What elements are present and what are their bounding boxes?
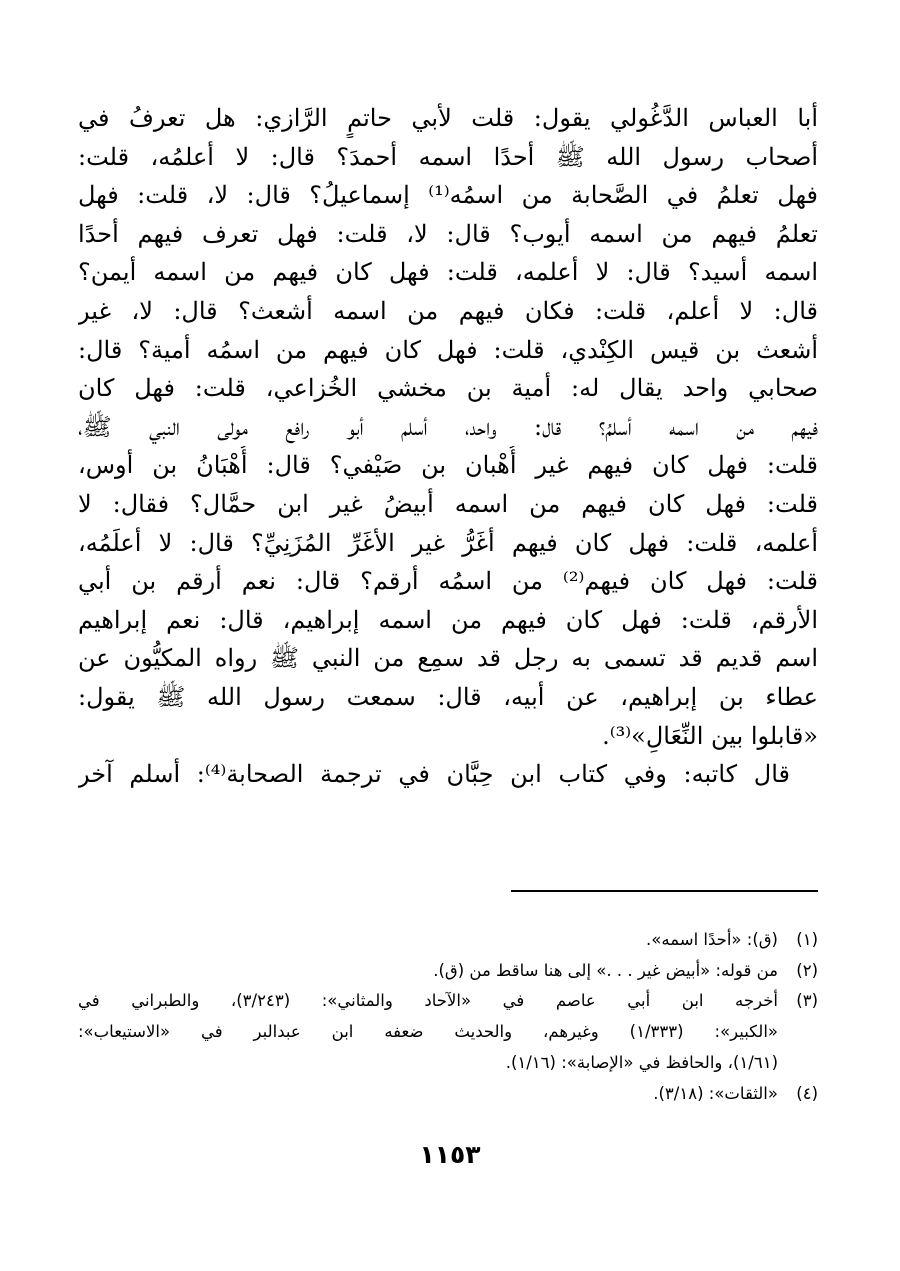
footnote [78, 956, 818, 987]
footnote-text [78, 1079, 778, 1110]
text-line: أعلمه، قلت: فهل كان فيهم أغَرُّ غير الأغَرِّ المُزَنِيِّ؟ قال: لا أعلَمُه، [78, 528, 818, 557]
text-line: قلت: فهل كان فيهم من اسمه أبيضُ غير ابن حمَّال؟ فقال: لا [78, 489, 818, 518]
footnote-line: «الكبير»: (١/٣٣٣) وغيرهم، والحديث ضعفه ابن عبدالبر في «الاستيعاب»: [78, 1022, 778, 1042]
text-line: قال: لا أعلم، قلت: فكان فيهم من اسمه أشعث؟ قال: لا، غير [78, 296, 818, 325]
main-text [78, 99, 818, 794]
text-line: فيهم من اسمه أسلمُ؟ قال: واحد، أسلم أبو رافع مولى النبي ﷺ، [78, 412, 818, 441]
footnote [78, 1079, 818, 1110]
text-line: عطاء بن إبراهيم، عن أبيه، قال: سمعت رسول الله ﷺ يقول: [78, 682, 818, 711]
text-line: قلت: فهل كان فيهم غير أُهْبان بن صَيْفي؟ قال: أُهْبَانُ بن أوس، [78, 451, 818, 480]
text-line: أبا العباس الدَّغُولي يقول: قلت لأبي حاتمٍ الرَّازي: هل تعرفُ في [78, 104, 818, 132]
text-line: أشعث بن قيس الكِنْدي، قلت: فهل كان فيهم من اسمُه أمية؟ قال: [78, 335, 818, 364]
text-line: «قابلوا بين النِّعَالِ»⁽³⁾. [602, 721, 818, 750]
footnote [78, 925, 818, 956]
text-line: اسم قديم قد تسمى به رجل قد سمِع من النبي ﷺ رواه المكيُّون عن [78, 644, 818, 673]
footnote-text [78, 956, 778, 987]
footnotes [78, 925, 818, 1109]
footnote-line: من قوله: «أبيض غير . . .» إلى هنا ساقط من (ق). [433, 960, 778, 980]
text-line: اسمه أسيد؟ قال: لا أعلمه، قلت: فهل كان فيهم من اسمه أيمن؟ [78, 258, 818, 287]
footnote-number: (٢) [796, 960, 818, 980]
text-line: قال كاتبه: وفي كتاب ابن حِبَّان في ترجمة الصحابة⁽⁴⁾: أسلم آخر [78, 760, 791, 789]
footnote-line: (١/٦١)، والحافظ في «الإصابة»: (١/١٦). [505, 1052, 778, 1072]
text-line: قلت: فهل كان فيهم⁽²⁾ من اسمُه أرقم؟ قال: نعم أرقم بن أبي [78, 567, 818, 596]
text-line: الأرقم، قلت: فهل كان فيهم من اسمه إبراهيم، قال: نعم إبراهيم [78, 605, 818, 634]
text-line: فهل تعلمُ في الصَّحابة من اسمُه⁽¹⁾ إسماعيلُ؟ قال: لا، قلت: فهل [78, 181, 818, 210]
footnote-number: (٤) [796, 1083, 818, 1103]
footnote-number: (٣) [796, 991, 818, 1011]
footnote-divider [511, 890, 818, 892]
footnote-text [78, 925, 778, 956]
footnote-line: أخرجه ابن أبي عاصم في «الآحاد والمثاني»: (٣/٢٤٣)، والطبراني في [78, 991, 778, 1011]
footnote-line: «الثقات»: (٣/١٨). [653, 1083, 778, 1103]
text-line: تعلمُ فيهم من اسمه أيوب؟ قال: لا، قلت: فهل تعرف فيهم أحدًا [78, 219, 818, 248]
page-number: ١١٥٣ [419, 1140, 481, 1169]
footnote-line: (ق): «أحدًا اسمه». [646, 930, 778, 949]
footnote-text [78, 986, 778, 1078]
text-line: أصحاب رسول الله ﷺ أحدًا اسمه أحمدَ؟ قال: لا أعلمُه، قلت: [78, 142, 818, 171]
text-line: صحابي واحد يقال له: أمية بن مخشي الخُزاعي، قلت: فهل كان [78, 374, 818, 403]
footnote-number: (١) [796, 930, 818, 949]
footnote [78, 986, 818, 1078]
